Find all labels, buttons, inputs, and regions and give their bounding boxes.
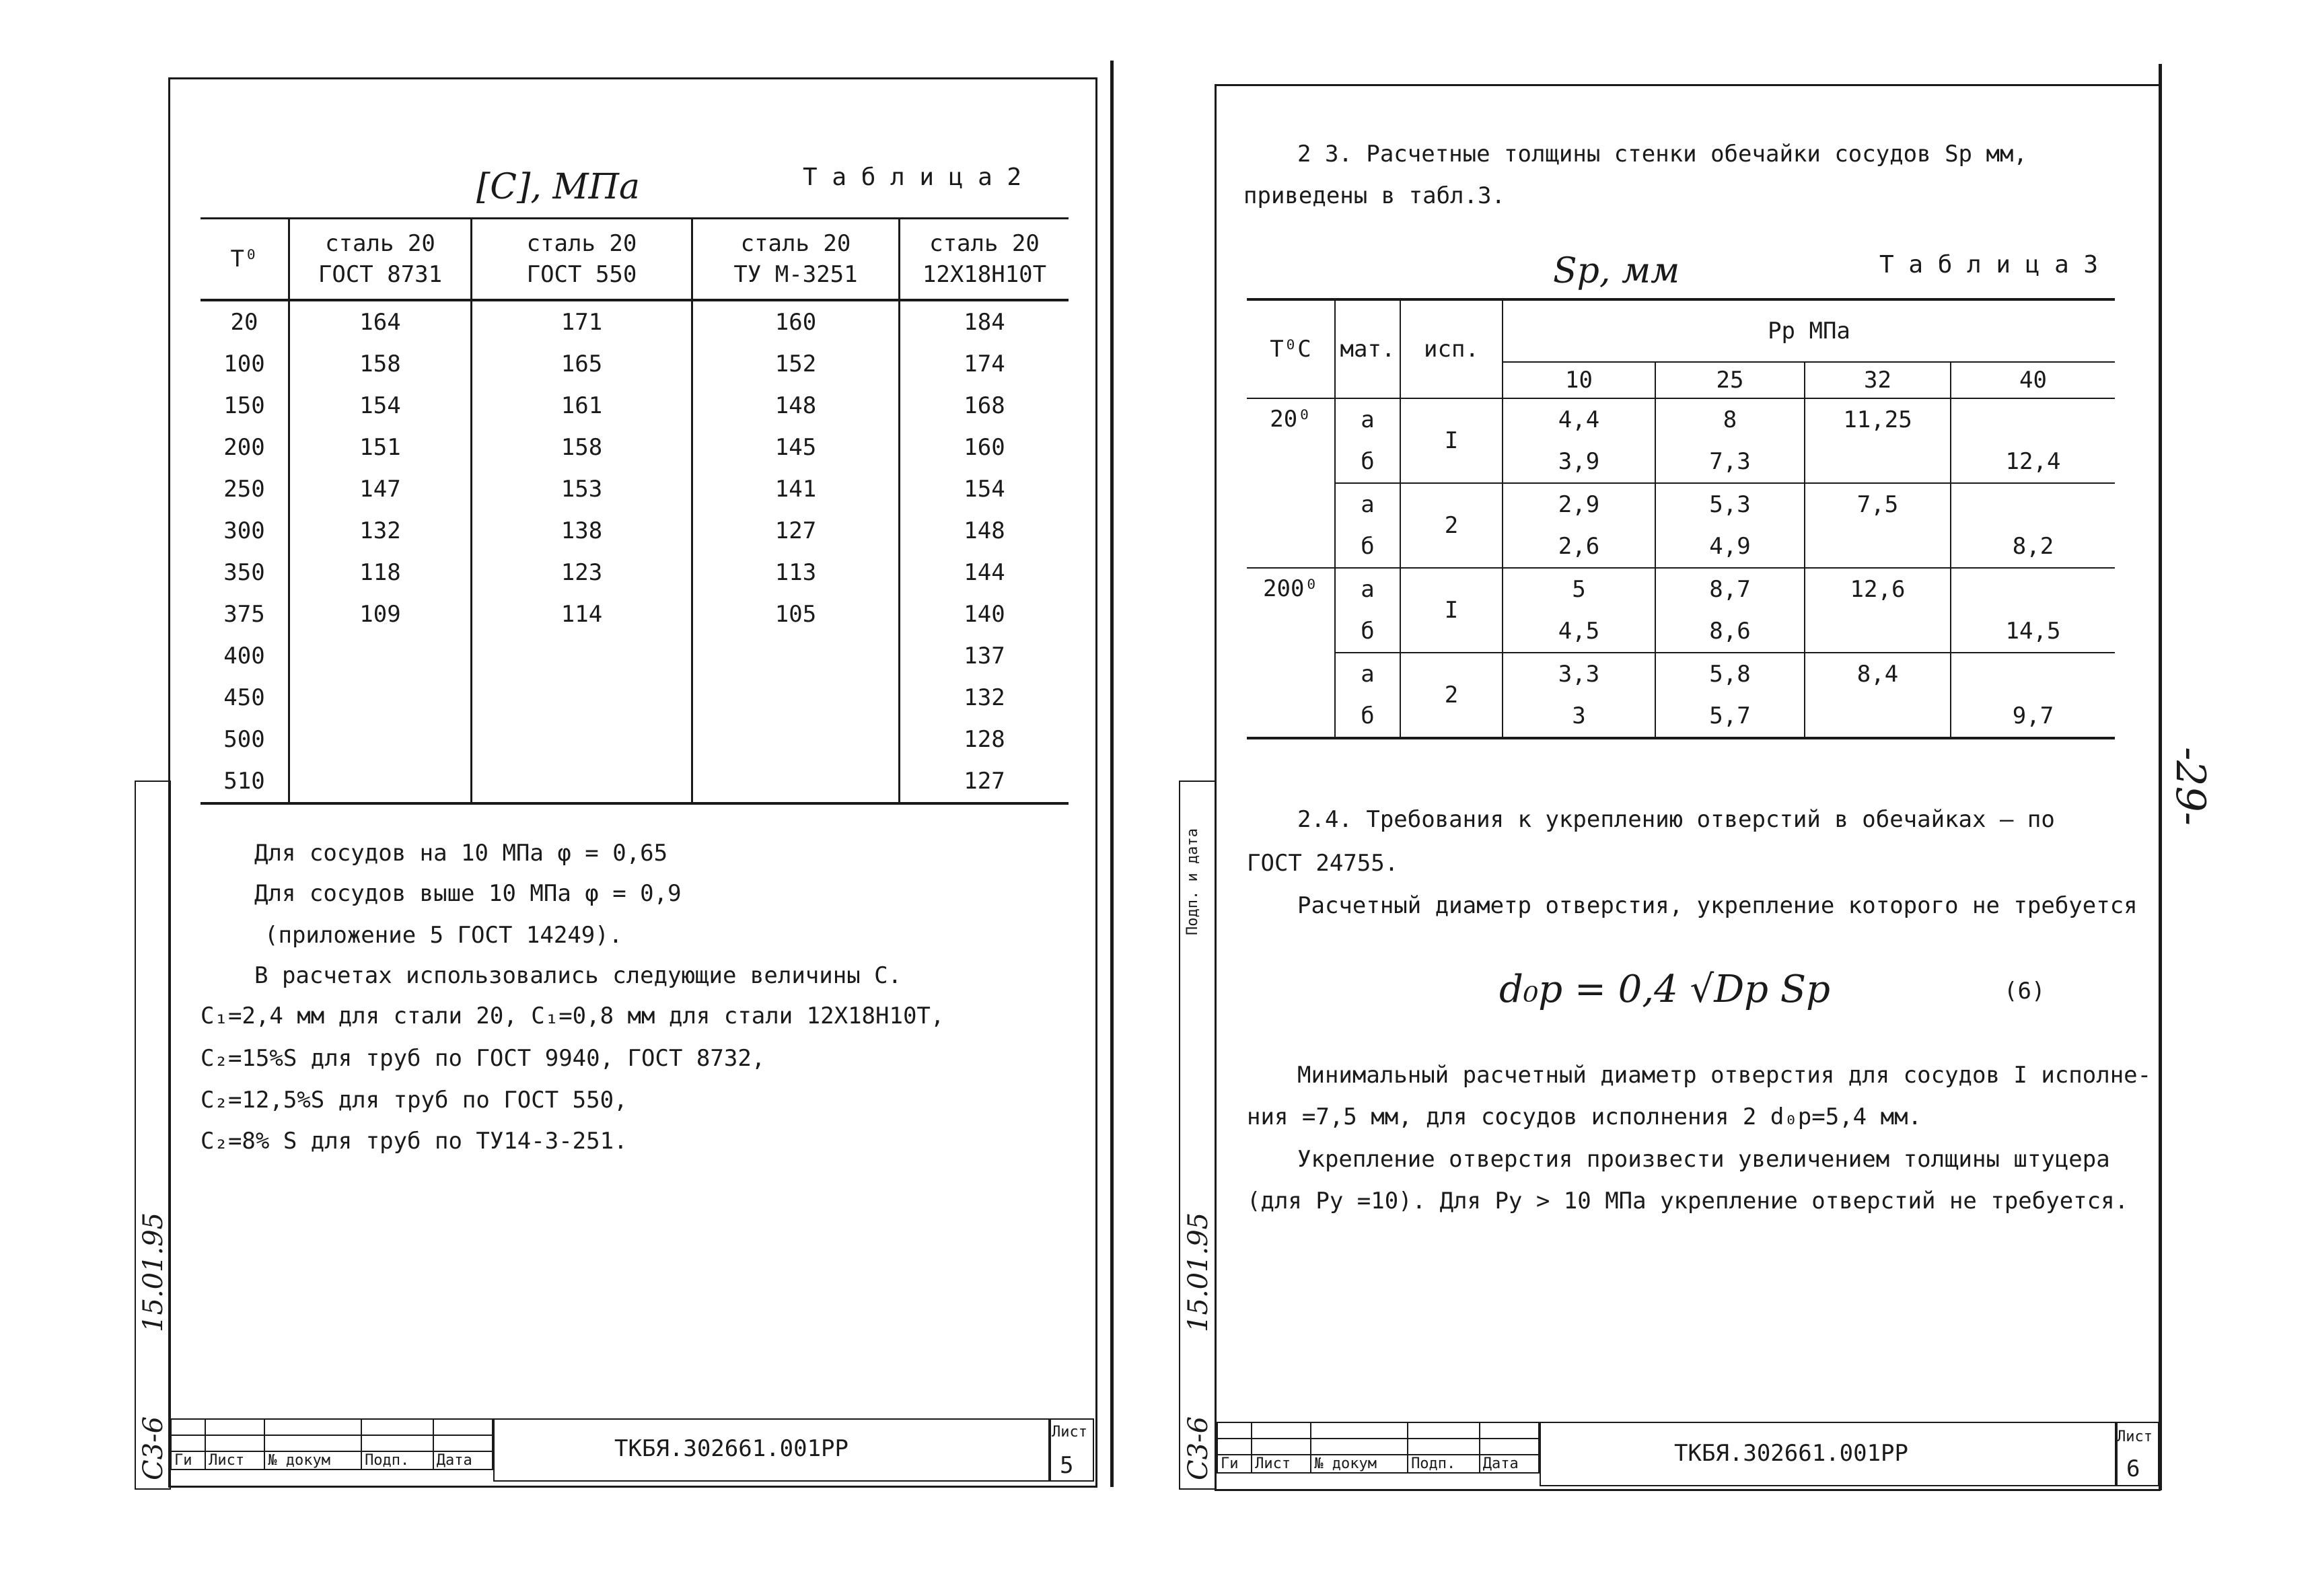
- table-cell: 154: [900, 468, 1069, 510]
- table-row: [1247, 695, 2115, 738]
- table-row: [1247, 653, 2115, 695]
- para-2-3: 2 3. Расчетные толщины стенки обечайки сосудов Sр мм, приведены в табл.3.: [1243, 141, 2027, 209]
- value-cell: 8,2: [1951, 525, 2115, 568]
- table-cell: 144: [900, 552, 1069, 593]
- tb-label: Ги: [171, 1451, 205, 1470]
- right-margin-stamp: 15.01.95: [1183, 1212, 1214, 1332]
- table-cell: 160: [692, 300, 900, 343]
- table-cell: 132: [900, 677, 1069, 719]
- table-row: [201, 343, 1069, 385]
- table-cell: 109: [289, 593, 472, 635]
- table-row: [201, 427, 1069, 468]
- tb-label: Подп.: [361, 1451, 433, 1470]
- doc-code: ТКБЯ.302661.001РР: [1674, 1440, 1908, 1467]
- table-cell: 154: [289, 385, 472, 427]
- material-cell: а: [1335, 398, 1400, 441]
- table-cell: [472, 719, 692, 760]
- table-row: [1247, 483, 2115, 525]
- col-header: T⁰C: [1247, 299, 1335, 398]
- table3: [1247, 298, 2115, 739]
- table-cell: 114: [472, 593, 692, 635]
- para-reinf-a: Укрепление отверстия произвести увеличением толщины штуцера: [1297, 1146, 2110, 1173]
- tb-label: Лист: [1252, 1455, 1311, 1473]
- note-2: Для сосудов выше 10 МПа φ = 0,9: [254, 880, 682, 907]
- table-row: [201, 719, 1069, 760]
- table-cell: 123: [472, 552, 692, 593]
- table-row: [1247, 568, 2115, 610]
- value-cell: [1805, 525, 1951, 568]
- col-header-sub: ГОСТ 8731: [318, 261, 443, 288]
- note-5: С₁=2,4 мм для стали 20, С₁=0,8 мм для стали 12Х18Н10Т,: [201, 1003, 945, 1029]
- table-cell: 510: [201, 760, 289, 803]
- table-cell: 100: [223, 351, 265, 377]
- table-cell: 127: [692, 510, 900, 552]
- value-cell: 5,3: [1655, 483, 1805, 525]
- table-row: [201, 552, 1069, 593]
- tb-label: № докум: [264, 1451, 361, 1470]
- para-min-b: ния =7,5 мм, для сосудов исполнения 2 d₀р=5,4 мм.: [1247, 1103, 1922, 1130]
- doc-code: ТКБЯ.302661.001РР: [614, 1435, 848, 1462]
- value-cell: 4,5: [1503, 610, 1655, 653]
- table-cell: 160: [900, 427, 1069, 468]
- col-header: сталь 20: [526, 230, 637, 257]
- material-cell: б: [1335, 441, 1400, 483]
- page-divider-line: [1110, 61, 1114, 1487]
- value-cell: 8: [1655, 398, 1805, 441]
- temperature-cell: [1247, 483, 1335, 568]
- note-3: (приложение 5 ГОСТ 14249).: [264, 922, 623, 949]
- material-cell: б: [1335, 695, 1400, 738]
- table-cell: 165: [472, 343, 692, 385]
- value-cell: [1951, 653, 2115, 695]
- value-cell: 2,9: [1503, 483, 1655, 525]
- table-row: [1247, 525, 2115, 568]
- table-cell: 400: [223, 643, 265, 669]
- table2-caption: Т а б л и ц а 2: [803, 164, 1022, 191]
- value-cell: 7,5: [1805, 483, 1951, 525]
- table-cell: [289, 719, 472, 760]
- tb-label: Дата: [433, 1451, 493, 1470]
- execution-cell: 2: [1400, 483, 1503, 568]
- table-cell: [472, 677, 692, 719]
- value-cell: 12,6: [1805, 568, 1951, 610]
- note-4: В расчетах использовались следующие величины С.: [254, 962, 902, 989]
- temperature-cell: 200⁰: [1247, 568, 1335, 653]
- col-header: 10: [1503, 362, 1655, 398]
- col-header: исп.: [1400, 299, 1503, 398]
- col-header: 32: [1805, 362, 1951, 398]
- formula: d₀р = 0,4 √Dр Sр: [1499, 968, 1830, 1011]
- execution-cell: I: [1400, 568, 1503, 653]
- value-cell: 4,9: [1655, 525, 1805, 568]
- table-cell: [289, 677, 472, 719]
- table-cell: 145: [692, 427, 900, 468]
- col-header: мат.: [1335, 299, 1400, 398]
- table-cell: [472, 635, 692, 677]
- table-cell: [692, 677, 900, 719]
- table-cell: 128: [900, 719, 1069, 760]
- table-cell: 141: [692, 468, 900, 510]
- table-cell: 105: [692, 593, 900, 635]
- table-cell: 127: [900, 760, 1069, 803]
- table-cell: 151: [289, 427, 472, 468]
- value-cell: 3: [1503, 695, 1655, 738]
- execution-cell: 2: [1400, 653, 1503, 738]
- value-cell: 14,5: [1951, 610, 2115, 653]
- value-cell: 9,7: [1951, 695, 2115, 738]
- table-cell: 375: [223, 601, 265, 628]
- material-cell: б: [1335, 610, 1400, 653]
- col-header-sub: ТУ М-3251: [733, 261, 858, 288]
- table3-symbol: Sр, мм: [1553, 251, 1680, 291]
- table-row: [1247, 441, 2115, 483]
- para-2-4b: ГОСТ 24755.: [1247, 850, 1399, 877]
- table3-header: [1247, 299, 2115, 362]
- value-cell: 5: [1503, 568, 1655, 610]
- col-header: сталь 20: [740, 230, 851, 257]
- sheet-number: 6: [2126, 1455, 2140, 1482]
- table-cell: 158: [472, 427, 692, 468]
- value-cell: 3,9: [1503, 441, 1655, 483]
- material-cell: а: [1335, 483, 1400, 525]
- value-cell: 8,4: [1805, 653, 1951, 695]
- col-header-pp: Pр МПа: [1503, 299, 2115, 362]
- material-cell: а: [1335, 653, 1400, 695]
- col-header-sub: ГОСТ 550: [526, 261, 637, 288]
- table-cell: [692, 719, 900, 760]
- col-header: сталь 20: [929, 230, 1040, 257]
- table-cell: [472, 760, 692, 803]
- table-cell: 500: [223, 726, 265, 753]
- table-row: [201, 468, 1069, 510]
- table2: [201, 217, 1069, 805]
- table-cell: 147: [289, 468, 472, 510]
- title-block-left-labels: [170, 1418, 493, 1470]
- col-header: 40: [1951, 362, 2115, 398]
- note-1: Для сосудов на 10 МПа φ = 0,65: [254, 840, 668, 867]
- table-cell: 148: [692, 385, 900, 427]
- value-cell: 5,7: [1655, 695, 1805, 738]
- left-margin-strip: [135, 781, 171, 1490]
- table-cell: 158: [289, 343, 472, 385]
- table-cell: 138: [472, 510, 692, 552]
- para-calc: Расчетный диаметр отверстия, укрепление которого не требуется: [1297, 892, 2138, 919]
- material-cell: а: [1335, 568, 1400, 610]
- table-cell: 168: [900, 385, 1069, 427]
- note-8: С₂=8% S для труб по ТУ14-3-251.: [201, 1128, 628, 1155]
- table-row: [201, 593, 1069, 635]
- col-header: 25: [1655, 362, 1805, 398]
- table2-header: [201, 219, 1069, 301]
- table-cell: 184: [900, 300, 1069, 343]
- col-header: сталь 20: [325, 230, 435, 257]
- table-cell: 161: [472, 385, 692, 427]
- note-7: С₂=12,5%S для труб по ГОСТ 550,: [201, 1087, 628, 1114]
- para-min-a: Минимальный расчетный диаметр отверстия для сосудов I исполне-: [1297, 1062, 2152, 1089]
- material-cell: б: [1335, 525, 1400, 568]
- table3-caption: Т а б л и ц а 3: [1879, 251, 2099, 279]
- value-cell: [1951, 483, 2115, 525]
- value-cell: 3,3: [1503, 653, 1655, 695]
- sheet-number: 5: [1060, 1452, 1074, 1479]
- table-cell: 250: [223, 476, 265, 503]
- table-cell: [692, 760, 900, 803]
- value-cell: [1951, 398, 2115, 441]
- table-row: [201, 385, 1069, 427]
- tb-label: Подп.: [1408, 1455, 1480, 1473]
- tb-label: № докум: [1311, 1455, 1408, 1473]
- col-header-sub: 12Х18Н10Т: [922, 261, 1047, 288]
- table-cell: 153: [472, 468, 692, 510]
- table-cell: [289, 760, 472, 803]
- table-cell: 171: [472, 300, 692, 343]
- value-cell: [1805, 695, 1951, 738]
- table-cell: 152: [692, 343, 900, 385]
- value-cell: 8,7: [1655, 568, 1805, 610]
- table-row: [1247, 610, 2115, 653]
- table-row: [201, 760, 1069, 803]
- table-row: [1247, 398, 2115, 441]
- value-cell: 5,8: [1655, 653, 1805, 695]
- col-header: T⁰: [230, 246, 258, 273]
- table-cell: 20: [230, 309, 258, 336]
- table-cell: [692, 635, 900, 677]
- sheet-right: [1215, 84, 2161, 1491]
- value-cell: [1951, 568, 2115, 610]
- table-cell: 200: [223, 434, 265, 461]
- table-cell: 150: [223, 392, 265, 419]
- left-margin-code: С3-6: [138, 1416, 169, 1480]
- temperature-cell: [1247, 653, 1335, 738]
- value-cell: 11,25: [1805, 398, 1951, 441]
- table-cell: 450: [223, 684, 265, 711]
- value-cell: [1805, 610, 1951, 653]
- value-cell: 2,6: [1503, 525, 1655, 568]
- table-cell: 118: [289, 552, 472, 593]
- tb-label: Лист: [205, 1451, 264, 1470]
- right-side-label: Подп. и дата: [1184, 828, 1201, 935]
- table-cell: 164: [289, 300, 472, 343]
- value-cell: 4,4: [1503, 398, 1655, 441]
- sheet-label: Лист: [2117, 1428, 2153, 1445]
- table2-symbol: [C], MПа: [476, 167, 641, 207]
- table-row: [201, 300, 1069, 343]
- tb-label: Дата: [1480, 1455, 1539, 1473]
- formula-number: (6): [2004, 978, 2046, 1005]
- value-cell: 7,3: [1655, 441, 1805, 483]
- value-cell: 12,4: [1951, 441, 2115, 483]
- right-margin-code: С3-6: [1183, 1416, 1214, 1480]
- execution-cell: I: [1400, 398, 1503, 483]
- sheet-label: Лист: [1052, 1424, 1087, 1441]
- value-cell: [1805, 441, 1951, 483]
- table-cell: 132: [289, 510, 472, 552]
- table-row: [201, 635, 1069, 677]
- para-reinf-b: (для Py =10). Для Py > 10 МПа укрепление отверстий не требуется.: [1247, 1188, 2129, 1214]
- sheet-left: [168, 77, 1097, 1488]
- left-margin-stamp: 15.01.95: [138, 1212, 169, 1332]
- table-cell: 113: [692, 552, 900, 593]
- table-row: [201, 677, 1069, 719]
- title-block-right-labels: [1217, 1422, 1540, 1474]
- table-cell: 140: [900, 593, 1069, 635]
- tb-label: Ги: [1217, 1455, 1252, 1473]
- page-number-handwritten: -29-: [2167, 747, 2214, 826]
- table-cell: [289, 635, 472, 677]
- table-row: [201, 510, 1069, 552]
- table-cell: 350: [223, 559, 265, 586]
- table-cell: 148: [900, 510, 1069, 552]
- note-6: С₂=15%S для труб по ГОСТ 9940, ГОСТ 8732,: [201, 1045, 766, 1072]
- para-2-4a: 2.4. Требования к укреплению отверстий в обечайках – по: [1297, 806, 2055, 833]
- table-cell: 300: [223, 517, 265, 544]
- value-cell: 8,6: [1655, 610, 1805, 653]
- table-cell: 137: [900, 635, 1069, 677]
- temperature-cell: 20⁰: [1247, 398, 1335, 483]
- table-cell: 174: [900, 343, 1069, 385]
